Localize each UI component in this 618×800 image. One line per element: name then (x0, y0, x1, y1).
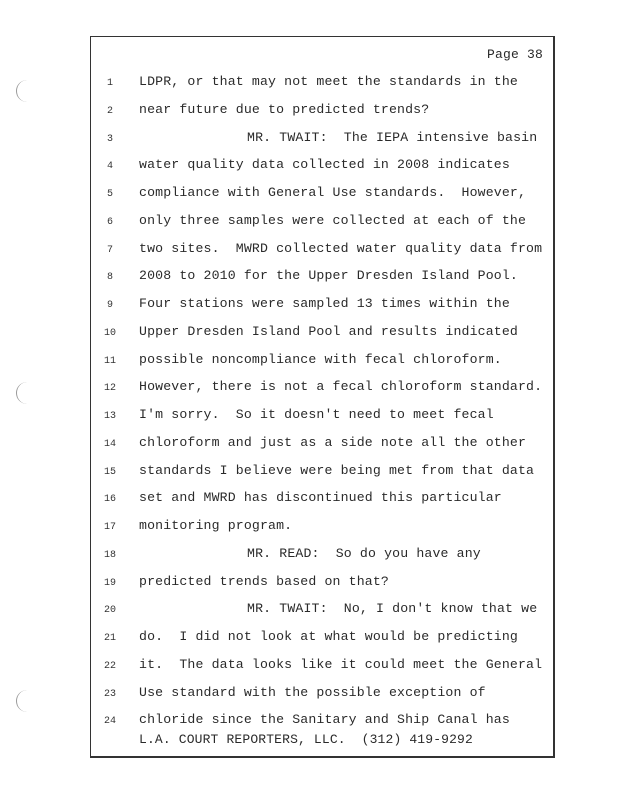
line-text: However, there is not a fecal chloroform standard. (139, 379, 543, 395)
line-text: Upper Dresden Island Pool and results indicated (139, 323, 518, 339)
transcript-line (91, 74, 561, 102)
line-text: possible noncompliance with fecal chloroform. (139, 351, 502, 367)
transcript-line (91, 601, 561, 629)
transcript-line (91, 463, 561, 491)
transcript-line (91, 268, 561, 296)
transcript-line (91, 518, 561, 546)
line-number: 24 (103, 716, 116, 728)
transcript-line (91, 657, 561, 685)
transcript-line (91, 490, 561, 518)
line-number: 10 (103, 327, 116, 339)
line-text: predicted trends based on that? (139, 573, 389, 589)
line-text: standards I believe were being met from that data (139, 462, 535, 478)
binder-hole-mark (16, 690, 31, 712)
line-number: 1 (106, 78, 113, 89)
line-number: 19 (103, 577, 116, 589)
transcript-line (91, 685, 561, 713)
line-text: compliance with General Use standards. However, (139, 185, 527, 200)
line-text: MR. TWAIT: No, I don't know that we (247, 601, 538, 617)
binder-hole-mark (16, 382, 31, 404)
line-text: only three samples were collected at each of the (139, 212, 527, 228)
line-number: 12 (103, 383, 116, 395)
transcript-line (91, 574, 561, 602)
transcript-line (91, 324, 561, 352)
page-number: Page 38 (486, 47, 543, 62)
transcript-line (91, 213, 561, 241)
line-number: 13 (103, 411, 116, 422)
line-number: 6 (106, 216, 113, 228)
binder-hole-mark (16, 80, 31, 102)
line-text: monitoring program. (139, 518, 293, 533)
line-text: near future due to predicted trends? (139, 101, 430, 117)
transcript-line (91, 185, 561, 213)
line-number: 17 (103, 522, 116, 533)
line-number: 23 (103, 688, 116, 700)
line-text: it. The data looks like it could meet the General (139, 656, 543, 672)
line-number: 14 (103, 438, 116, 450)
line-number: 9 (106, 300, 113, 311)
line-number: 16 (103, 494, 116, 506)
transcript-line (91, 379, 561, 407)
transcript-line (91, 546, 561, 574)
line-number: 4 (106, 161, 113, 173)
transcript-page (90, 36, 555, 758)
line-number: 20 (103, 605, 116, 617)
line-number: 2 (106, 105, 113, 117)
line-number: 3 (106, 133, 113, 145)
line-number: 21 (103, 633, 116, 644)
line-text: MR. TWAIT: The IEPA intensive basin (247, 129, 538, 145)
line-text: set and MWRD has discontinued this particular (139, 490, 502, 506)
line-text: water quality data collected in 2008 indicates (139, 157, 510, 173)
line-number: 18 (103, 549, 116, 561)
line-text: I'm sorry. So it doesn't need to meet fecal (139, 407, 494, 422)
transcript-line (91, 241, 561, 269)
line-number: 15 (103, 466, 116, 478)
line-text: MR. READ: So do you have any (247, 545, 481, 561)
transcript-line (91, 157, 561, 185)
transcript-line (91, 130, 561, 158)
line-number: 7 (106, 244, 113, 256)
line-number: 22 (103, 660, 116, 672)
reporter-footer: L.A. COURT REPORTERS, LLC. (312) 419-9292 (139, 732, 473, 747)
line-text: Four stations were sampled 13 times within the (139, 296, 510, 311)
line-text: chloroform and just as a side note all the other (139, 434, 527, 450)
transcript-line (91, 407, 561, 435)
transcript-line (91, 352, 561, 380)
line-text: do. I did not look at what would be predicting (139, 629, 518, 644)
line-number: 11 (103, 355, 116, 367)
transcript-line (91, 296, 561, 324)
line-text: LDPR, or that may not meet the standards in the (139, 74, 518, 89)
line-text: two sites. MWRD collected water quality data from (139, 240, 543, 256)
line-number: 5 (106, 189, 113, 200)
transcript-line (91, 102, 561, 130)
line-text: Use standard with the possible exception of (139, 684, 486, 700)
transcript-line (91, 435, 561, 463)
line-text: 2008 to 2010 for the Upper Dresden Island Pool. (139, 268, 518, 284)
line-number: 8 (106, 272, 113, 284)
transcript-line (91, 629, 561, 657)
line-text: chloride since the Sanitary and Ship Canal has (139, 712, 510, 728)
